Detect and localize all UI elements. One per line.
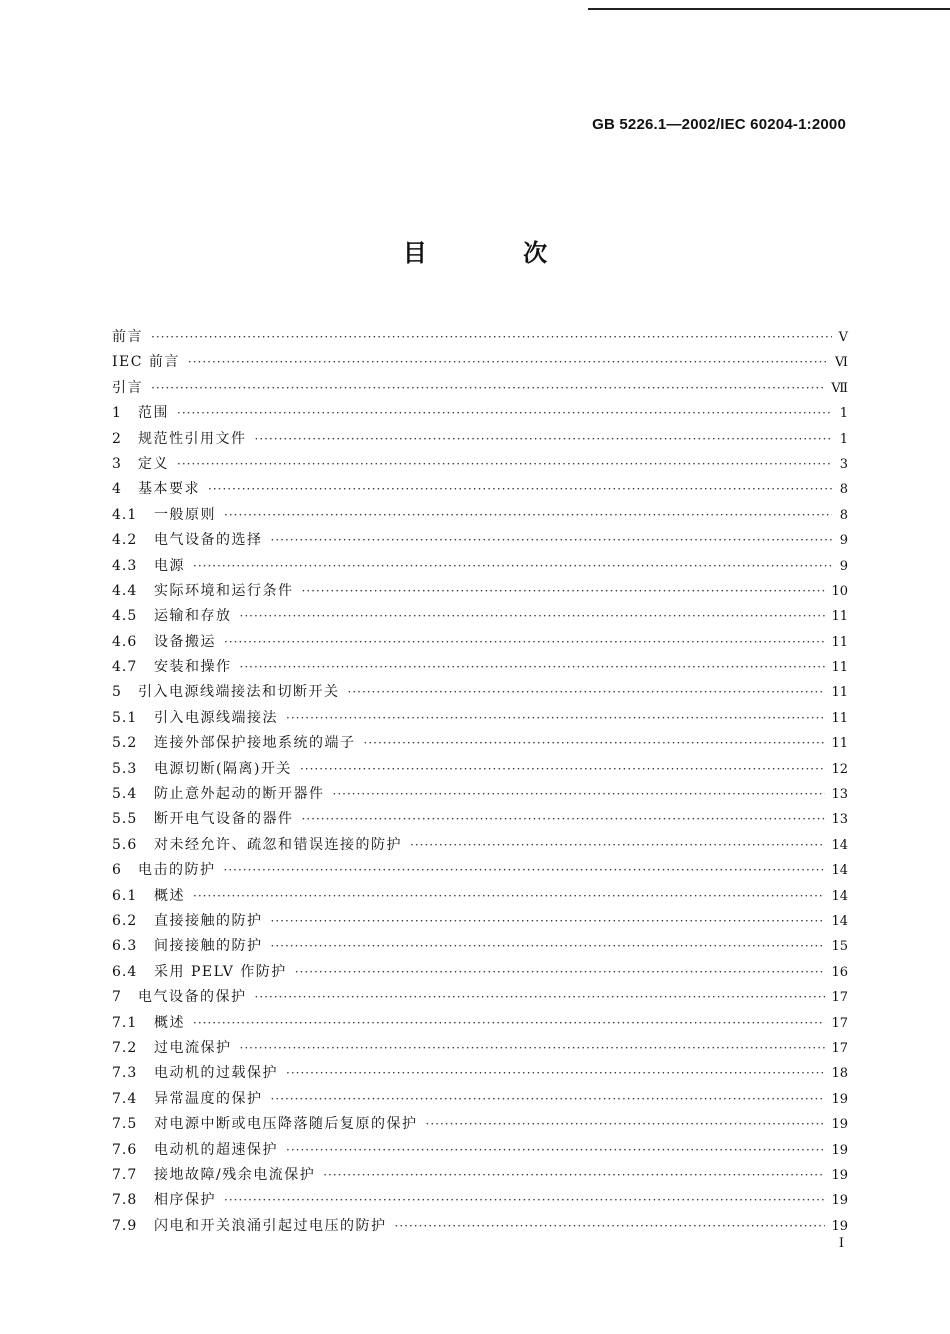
toc-entry-label: 引入电源线端接法和切断开关: [138, 684, 340, 701]
toc-entry-label: 安装和操作: [154, 659, 232, 676]
table-of-contents: [112, 326, 848, 1240]
toc-leader-dots: [151, 330, 832, 344]
toc-entry[interactable]: [112, 1088, 848, 1113]
toc-entry-page: 19: [831, 1193, 848, 1209]
toc-entry[interactable]: [112, 885, 848, 910]
toc-entry-label: 直接接触的防护: [154, 912, 263, 929]
toc-entry-page: 8: [839, 507, 848, 523]
toc-leader-dots: [177, 457, 832, 471]
toc-entry-page: 17: [831, 1015, 848, 1031]
toc-leader-dots: [364, 736, 826, 750]
toc-entry-number: 4.2: [112, 532, 138, 549]
toc-entry-number: 4.7: [112, 659, 138, 676]
toc-entry-label: 相序保护: [154, 1192, 216, 1209]
toc-entry-number: 6.4: [112, 963, 138, 980]
toc-entry[interactable]: [112, 783, 848, 808]
top-rule: [588, 8, 950, 10]
toc-entry-page: 18: [831, 1066, 848, 1082]
toc-entry[interactable]: [112, 631, 848, 656]
toc-entry-label: 前言: [112, 329, 143, 345]
toc-entry[interactable]: [112, 1139, 848, 1164]
toc-entry-page: 13: [831, 812, 848, 828]
toc-leader-dots: [193, 889, 825, 903]
toc-leader-dots: [323, 1168, 825, 1182]
toc-entry[interactable]: [112, 656, 848, 681]
toc-entry[interactable]: [112, 1062, 848, 1087]
toc-entry-page: 14: [831, 863, 848, 879]
toc-entry-label: 间接接触的防护: [154, 938, 263, 955]
toc-leader-dots: [271, 914, 826, 928]
toc-entry-number: 5.3: [112, 760, 138, 777]
toc-leader-dots: [286, 711, 825, 725]
toc-entry-number: 1: [112, 405, 122, 422]
toc-entry-number: 7.6: [112, 1141, 138, 1158]
toc-entry-page: 17: [831, 990, 848, 1006]
toc-entry[interactable]: [112, 504, 848, 529]
toc-entry-page: Ⅶ: [831, 380, 848, 396]
toc-entry[interactable]: [112, 935, 848, 960]
toc-entry-page: 15: [831, 939, 848, 955]
toc-entry[interactable]: [112, 326, 848, 351]
toc-leader-dots: [188, 355, 829, 369]
toc-leader-dots: [193, 559, 832, 573]
toc-entry-label: IEC 前言: [112, 354, 180, 371]
toc-entry[interactable]: [112, 1012, 848, 1037]
toc-entry-page: 11: [831, 710, 848, 726]
toc-entry-page: 9: [839, 533, 848, 549]
toc-entry-page: 1: [839, 431, 848, 447]
toc-entry[interactable]: [112, 808, 848, 833]
toc-leader-dots: [240, 609, 826, 623]
toc-entry-number: 7.8: [112, 1192, 138, 1209]
page-title: 目 次: [402, 239, 592, 267]
toc-leader-dots: [426, 1117, 826, 1131]
toc-leader-dots: [193, 1016, 825, 1030]
toc-entry[interactable]: [112, 555, 848, 580]
toc-entry-number: 5.5: [112, 811, 138, 828]
toc-entry-number: 2: [112, 430, 122, 447]
toc-leader-dots: [208, 482, 832, 496]
toc-entry[interactable]: [112, 758, 848, 783]
toc-leader-dots: [224, 508, 832, 522]
toc-entry-number: 4.4: [112, 582, 138, 599]
toc-entry-number: 7.3: [112, 1065, 138, 1082]
toc-entry-label: 断开电气设备的器件: [154, 811, 294, 828]
toc-entry-page: Ⅵ: [834, 355, 848, 371]
toc-entry[interactable]: [112, 529, 848, 554]
toc-entry-label: 设备搬运: [154, 633, 216, 650]
toc-entry-page: 19: [831, 1167, 848, 1183]
toc-entry-label: 运输和存放: [154, 608, 232, 625]
toc-entry-number: 5.4: [112, 786, 138, 803]
toc-entry-number: 7.5: [112, 1116, 138, 1133]
toc-leader-dots: [255, 432, 833, 446]
toc-entry-page: 14: [831, 837, 848, 853]
toc-entry-label: 接地故障/残余电流保护: [154, 1166, 316, 1183]
toc-entry-label: 对电源中断或电压降落随后复原的保护: [154, 1116, 418, 1133]
toc-entry-number: 4.5: [112, 608, 138, 625]
toc-entry-page: 19: [831, 1091, 848, 1107]
toc-entry-label: 基本要求: [138, 481, 200, 498]
toc-leader-dots: [302, 812, 826, 826]
toc-entry[interactable]: [112, 428, 848, 453]
toc-entry-page: 19: [831, 1117, 848, 1133]
toc-entry-label: 引言: [112, 379, 143, 396]
toc-entry[interactable]: [112, 859, 848, 884]
toc-leader-dots: [286, 1143, 825, 1157]
toc-leader-dots: [240, 660, 826, 674]
toc-entry-page: 12: [831, 761, 848, 777]
toc-entry[interactable]: [112, 910, 848, 935]
toc-leader-dots: [271, 1092, 826, 1106]
toc-entry-number: 4.3: [112, 557, 138, 574]
toc-leader-dots: [271, 939, 826, 953]
toc-entry-number: 6.3: [112, 938, 138, 955]
toc-entry-label: 闪电和开关浪涌引起过电压的防护: [154, 1217, 387, 1234]
toc-entry[interactable]: [112, 580, 848, 605]
toc-entry-number: 4.6: [112, 633, 138, 650]
toc-entry-number: 5.1: [112, 709, 138, 726]
toc-leader-dots: [224, 1193, 825, 1207]
toc-entry-number: 5: [112, 684, 122, 701]
toc-entry-label: 实际环境和运行条件: [154, 582, 294, 599]
toc-entry-label: 电动机的过载保护: [154, 1065, 278, 1082]
toc-entry-page: 3: [839, 456, 848, 472]
toc-leader-dots: [295, 965, 826, 979]
toc-entry-number: 6.2: [112, 912, 138, 929]
toc-entry[interactable]: [112, 377, 848, 402]
toc-leader-dots: [286, 1066, 825, 1080]
toc-leader-dots: [271, 533, 833, 547]
toc-entry-label: 概述: [154, 1014, 185, 1031]
toc-leader-dots: [333, 787, 826, 801]
toc-leader-dots: [224, 635, 825, 649]
toc-entry-page: 13: [831, 787, 848, 803]
toc-leader-dots: [302, 584, 826, 598]
toc-entry[interactable]: [112, 961, 848, 986]
toc-entry[interactable]: [112, 732, 848, 757]
toc-entry-label: 采用 PELV 作防护: [154, 963, 287, 980]
toc-entry[interactable]: [112, 1037, 848, 1062]
toc-entry-number: 7: [112, 989, 122, 1006]
toc-entry-label: 电源切断(隔离)开关: [154, 760, 292, 777]
toc-entry-label: 对未经允许、疏忽和错误连接的防护: [154, 836, 402, 853]
toc-entry-page: 16: [831, 964, 848, 980]
toc-entry-label: 概述: [154, 887, 185, 904]
toc-entry[interactable]: [112, 1215, 848, 1240]
toc-leader-dots: [151, 381, 825, 395]
toc-entry-label: 引入电源线端接法: [154, 709, 278, 726]
toc-entry-page: 8: [839, 482, 848, 498]
toc-entry-number: 4.1: [112, 506, 138, 523]
toc-entry-label: 定义: [138, 455, 169, 472]
page-number: I: [838, 1236, 844, 1251]
toc-entry-page: 19: [831, 1218, 848, 1234]
toc-leader-dots: [240, 1041, 826, 1055]
toc-entry[interactable]: [112, 986, 848, 1011]
toc-entry-page: 17: [831, 1040, 848, 1056]
toc-entry-page: Ⅴ: [838, 330, 848, 345]
toc-leader-dots: [395, 1219, 826, 1233]
toc-entry-page: 11: [831, 609, 848, 625]
toc-entry-label: 电气设备的选择: [154, 532, 263, 549]
toc-entry-number: 7.7: [112, 1166, 138, 1183]
toc-entry[interactable]: [112, 1189, 848, 1214]
toc-entry-number: 7.4: [112, 1090, 138, 1107]
toc-entry-number: 7.9: [112, 1217, 138, 1234]
toc-entry-number: 6: [112, 862, 122, 879]
toc-entry-label: 电源: [154, 557, 185, 574]
toc-entry-page: 11: [831, 685, 848, 701]
toc-entry-label: 电气设备的保护: [138, 989, 247, 1006]
toc-entry-page: 9: [839, 558, 848, 574]
toc-entry[interactable]: [112, 402, 848, 427]
toc-entry-number: 7.2: [112, 1039, 138, 1056]
toc-entry-label: 过电流保护: [154, 1039, 232, 1056]
toc-leader-dots: [300, 762, 826, 776]
toc-entry-page: 11: [831, 660, 848, 676]
toc-entry-label: 防止意外起动的断开器件: [154, 786, 325, 803]
toc-entry[interactable]: [112, 834, 848, 859]
toc-entry-page: 11: [831, 634, 848, 650]
toc-entry-page: 19: [831, 1142, 848, 1158]
toc-entry-number: 6.1: [112, 887, 138, 904]
toc-entry[interactable]: [112, 1113, 848, 1138]
toc-entry-label: 电击的防护: [138, 862, 216, 879]
document-code: GB 5226.1—2002/IEC 60204-1:2000: [592, 116, 846, 133]
toc-entry-number: 5.6: [112, 836, 138, 853]
toc-entry[interactable]: [112, 1164, 848, 1189]
toc-entry-label: 一般原则: [154, 506, 216, 523]
toc-entry[interactable]: [112, 453, 848, 478]
toc-entry-number: 3: [112, 455, 122, 472]
toc-entry-page: 14: [831, 913, 848, 929]
toc-leader-dots: [177, 406, 832, 420]
toc-entry-number: 4: [112, 481, 122, 498]
toc-entry-number: 7.1: [112, 1014, 138, 1031]
toc-entry-page: 1: [839, 406, 848, 422]
toc-leader-dots: [224, 863, 826, 877]
toc-entry-page: 10: [831, 583, 848, 599]
toc-entry[interactable]: [112, 478, 848, 503]
toc-entry[interactable]: [112, 605, 848, 630]
toc-entry-number: 5.2: [112, 735, 138, 752]
toc-leader-dots: [410, 838, 825, 852]
toc-leader-dots: [348, 685, 826, 699]
toc-entry[interactable]: [112, 351, 848, 376]
toc-leader-dots: [255, 990, 826, 1004]
toc-entry-label: 异常温度的保护: [154, 1090, 263, 1107]
toc-entry-label: 范围: [138, 405, 169, 422]
toc-entry-page: 11: [831, 736, 848, 752]
toc-entry-label: 规范性引用文件: [138, 430, 247, 447]
toc-entry-label: 电动机的超速保护: [154, 1141, 278, 1158]
toc-entry[interactable]: [112, 681, 848, 706]
toc-entry-label: 连接外部保护接地系统的端子: [154, 735, 356, 752]
toc-entry[interactable]: [112, 707, 848, 732]
toc-entry-page: 14: [831, 888, 848, 904]
